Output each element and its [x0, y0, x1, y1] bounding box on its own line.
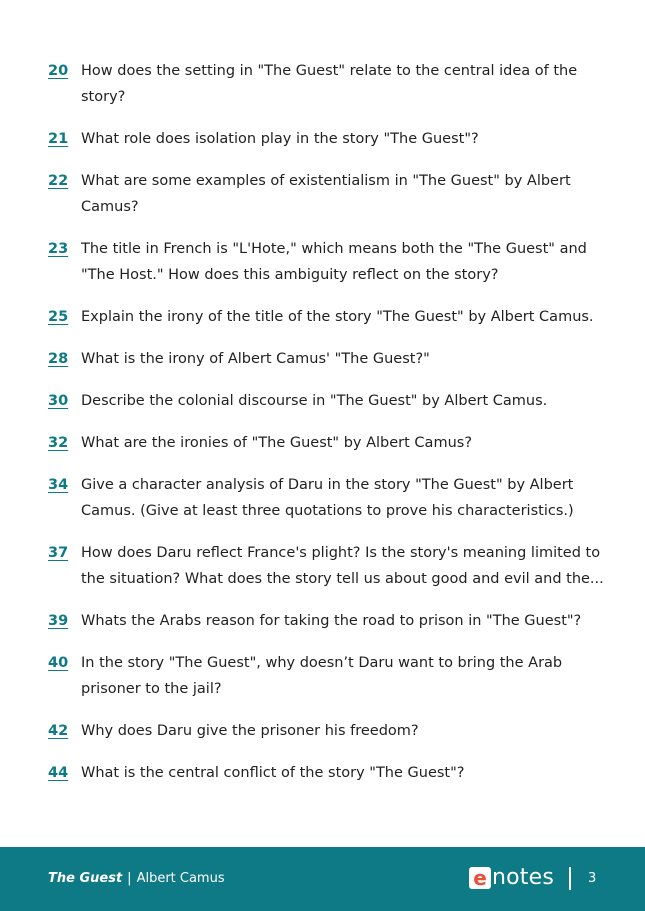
question-text[interactable]: What are some examples of existentialism in "The Guest" by Albert Camus? [81, 173, 571, 215]
question-item[interactable] [48, 650, 608, 702]
question-item[interactable] [48, 388, 608, 414]
question-number-link[interactable]: 40 [48, 655, 69, 671]
question-number-link[interactable]: 23 [48, 241, 69, 257]
question-number-link[interactable]: 39 [48, 613, 69, 629]
question-number-link[interactable]: 22 [48, 173, 69, 189]
question-text[interactable]: Give a character analysis of Daru in the story "The Guest" by Albert Camus. (Give at least three quotations to prove his characteristics.) [81, 477, 574, 519]
enotes-logo-e-icon: e [469, 867, 491, 889]
enotes-logo[interactable] [469, 866, 554, 890]
question-text[interactable]: Describe the colonial discourse in "The Guest" by Albert Camus. [81, 393, 548, 409]
question-item[interactable] [48, 472, 608, 524]
question-text[interactable]: What role does isolation play in the story "The Guest"? [81, 131, 479, 147]
question-text[interactable]: What is the central conflict of the story "The Guest"? [81, 765, 465, 781]
question-text[interactable]: What is the irony of Albert Camus' "The Guest?" [81, 351, 430, 367]
question-number-link[interactable]: 21 [48, 131, 69, 147]
footer-book-title: The Guest [48, 871, 123, 886]
question-number-link[interactable]: 20 [48, 63, 69, 79]
question-number-link[interactable]: 25 [48, 309, 69, 325]
question-number-link[interactable]: 30 [48, 393, 69, 409]
enotes-logo-wordmark: notes [492, 865, 555, 890]
question-item[interactable] [48, 718, 608, 744]
footer-caption [48, 871, 225, 887]
question-text[interactable]: How does Daru reflect France's plight? Is the story's meaning limited to the situation? What does the story tell us about good and evil and the... [81, 545, 604, 587]
question-number-link[interactable]: 42 [48, 723, 69, 739]
question-text[interactable]: How does the setting in "The Guest" relate to the central idea of the story? [81, 63, 578, 105]
question-item[interactable] [48, 608, 608, 634]
question-item[interactable] [48, 760, 608, 786]
question-item[interactable] [48, 58, 608, 110]
page-number: 3 [588, 871, 597, 886]
footer-divider [569, 867, 571, 890]
question-item[interactable] [48, 126, 608, 152]
question-item[interactable] [48, 430, 608, 456]
question-number-link[interactable]: 44 [48, 765, 69, 781]
question-list [48, 58, 608, 802]
question-item[interactable] [48, 346, 608, 372]
page-footer [0, 847, 645, 911]
question-number-link[interactable]: 37 [48, 545, 69, 561]
question-text[interactable]: Explain the irony of the title of the story "The Guest" by Albert Camus. [81, 309, 594, 325]
question-number-link[interactable]: 28 [48, 351, 69, 367]
question-item[interactable] [48, 168, 608, 220]
question-text[interactable]: Why does Daru give the prisoner his freedom? [81, 723, 419, 739]
question-text[interactable]: Whats the Arabs reason for taking the road to prison in "The Guest"? [81, 613, 582, 629]
question-item[interactable] [48, 236, 608, 288]
question-number-link[interactable]: 34 [48, 477, 69, 493]
question-text[interactable]: What are the ironies of "The Guest" by Albert Camus? [81, 435, 473, 451]
footer-author: Albert Camus [136, 871, 225, 886]
question-item[interactable] [48, 304, 608, 330]
question-text[interactable]: In the story "The Guest", why doesn’t Daru want to bring the Arab prisoner to the jail? [81, 655, 563, 697]
question-text[interactable]: The title in French is "L'Hote," which means both the "The Guest" and "The Host." How does this ambiguity reflect on the story? [81, 241, 587, 283]
question-item[interactable] [48, 540, 608, 592]
footer-separator: | [127, 871, 132, 886]
question-number-link[interactable]: 32 [48, 435, 69, 451]
